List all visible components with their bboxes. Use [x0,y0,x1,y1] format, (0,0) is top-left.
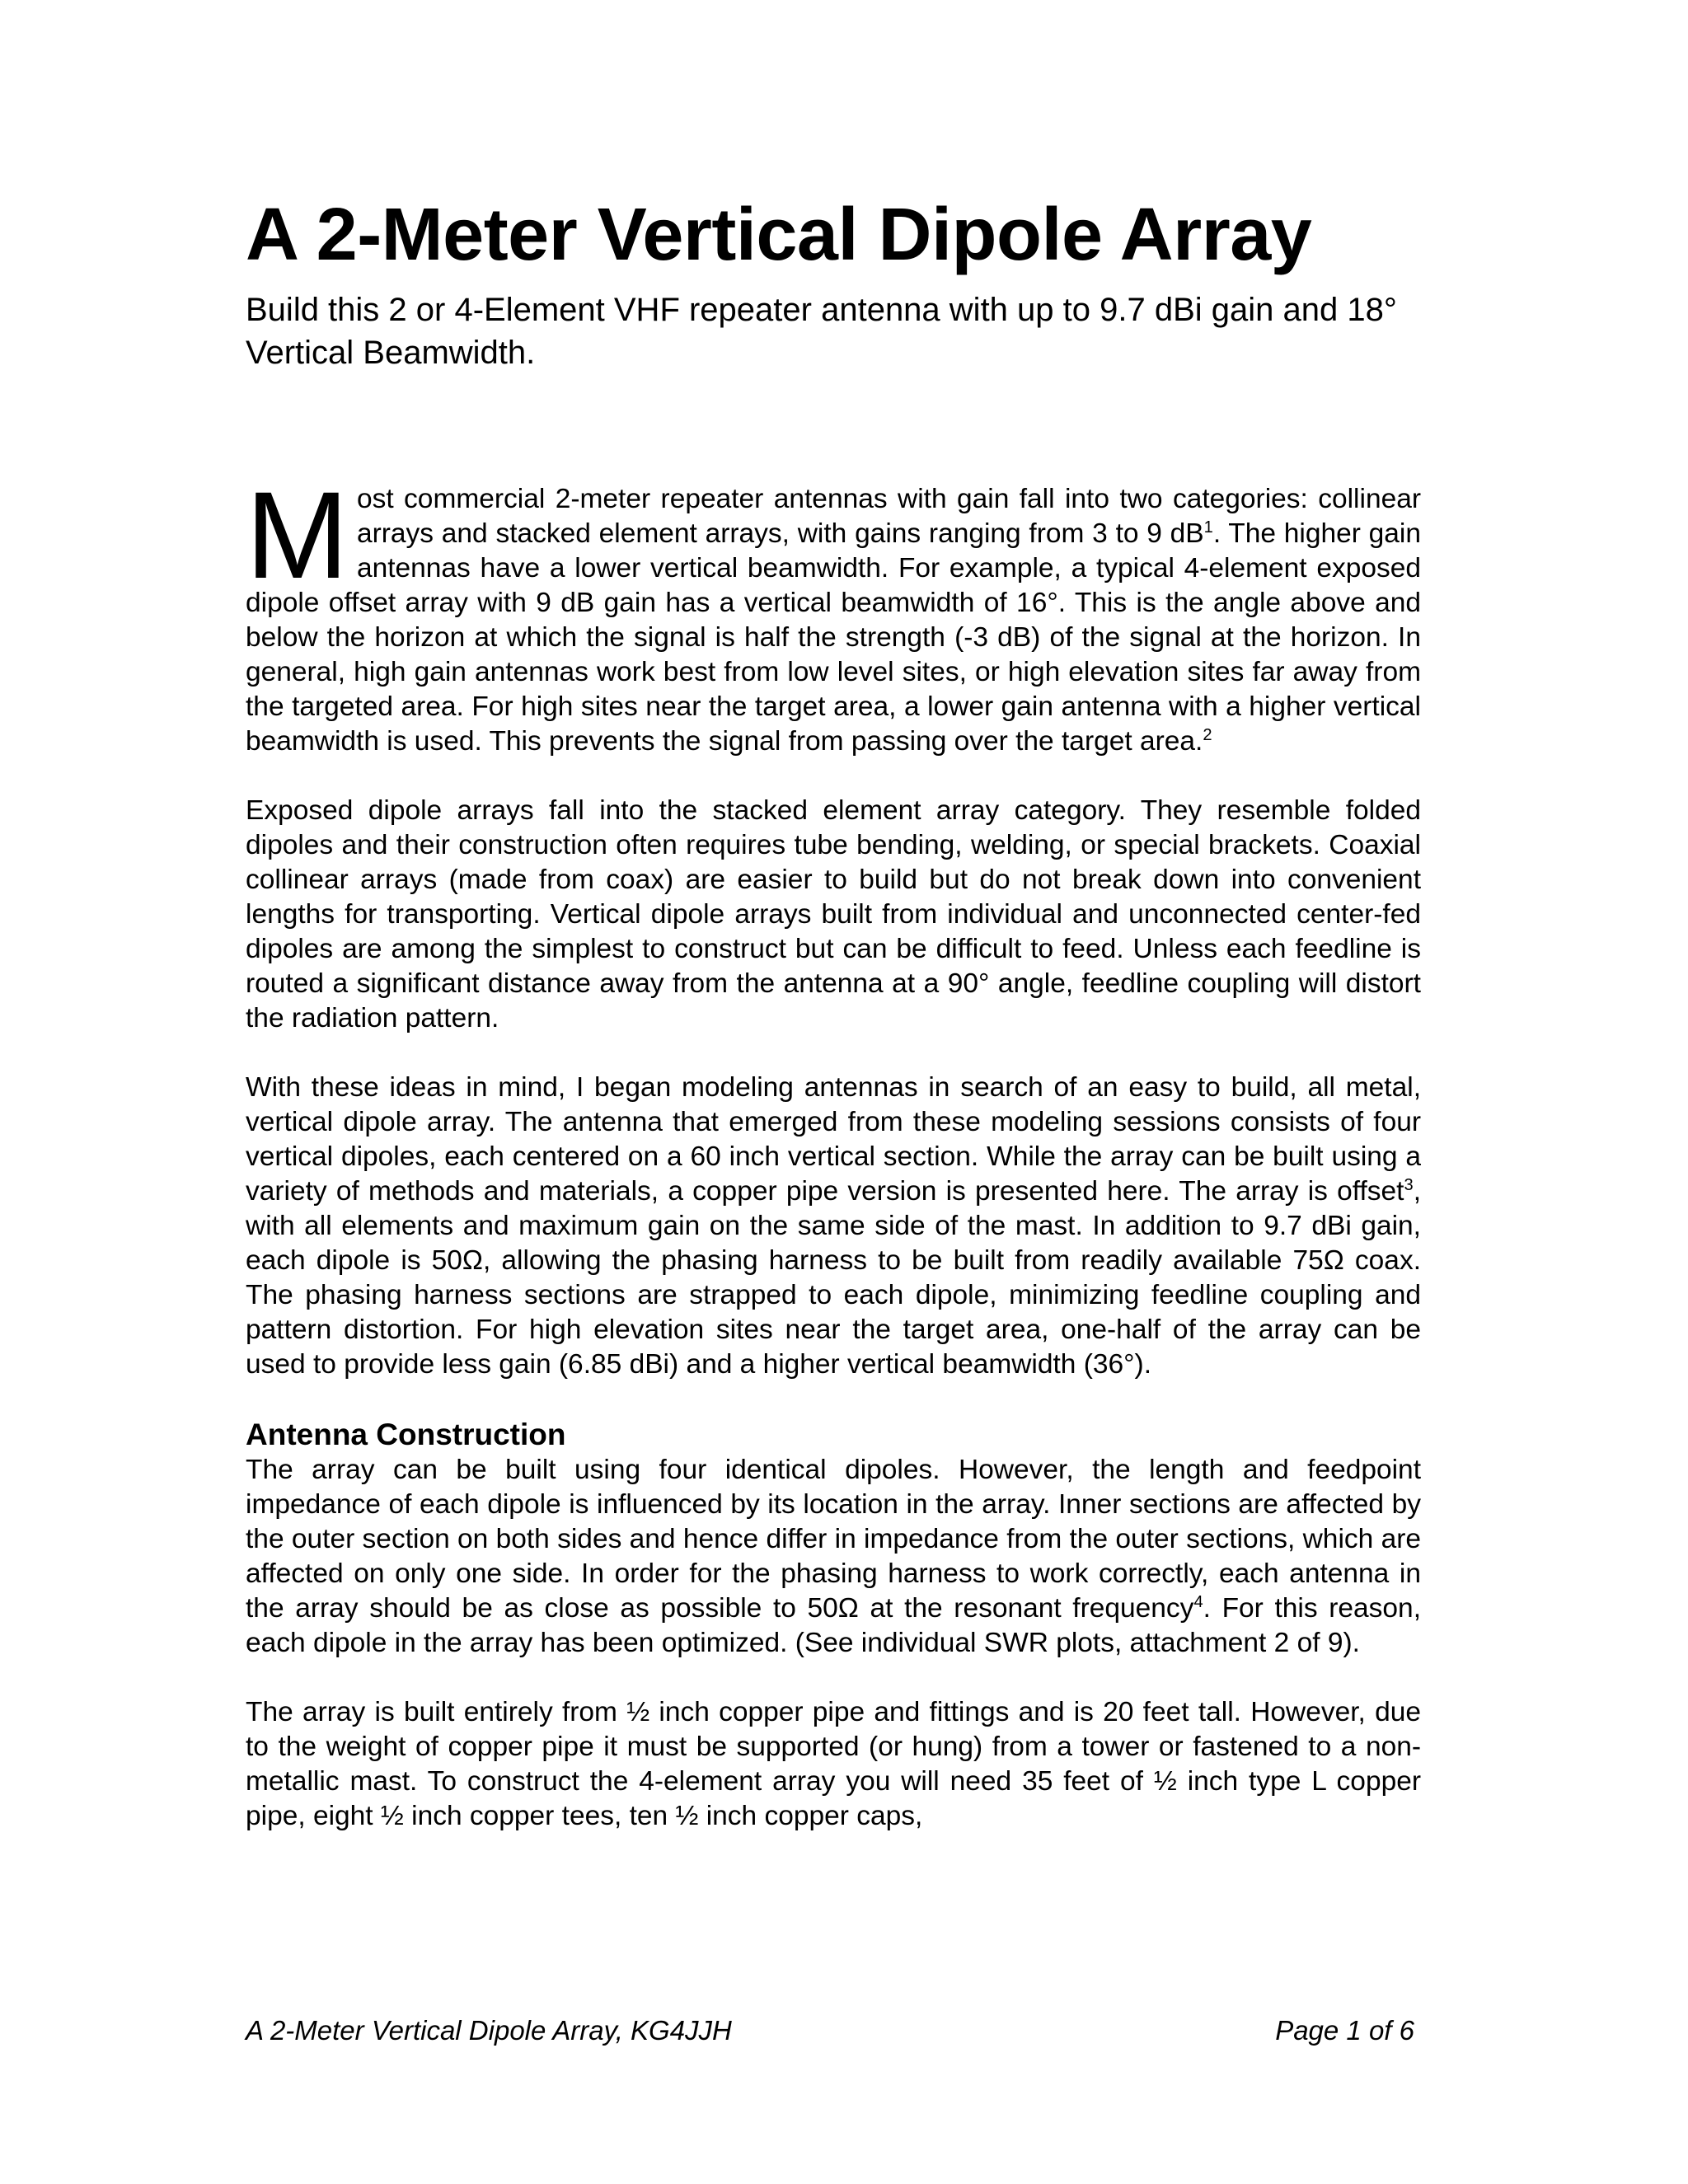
footnote-ref-1: 1 [1203,518,1213,537]
document-page [246,0,1421,2184]
drop-cap: M [246,466,349,604]
footnote-ref-4: 4 [1193,1592,1203,1611]
paragraph-modeling [246,1071,1421,1382]
footer-page-number: Page 1 of 6 [1275,2015,1414,2046]
footnote-ref-3: 3 [1404,1175,1414,1194]
section-heading: Antenna Construction [246,1418,566,1451]
paragraph-modeling-text-a: With these ideas in mind, I began modeling antennas in search of an easy to build, all metal, vertical dipole array. The antenna that emerged from these modeling sessions consists of four vertical dipoles, each centered on a 60 inch vertical section. While the array can be built using a variety of methods and materials, a copper pipe version is presented here. The array is offset [246,1072,1421,1207]
paragraph-exposed-dipole: Exposed dipole arrays fall into the stacked element array category. They resemble folded dipoles and their construction often requires tube bending, welding, or special brackets. Coaxial collinear arrays (made from coax) are easier to build but do not break down into convenient lengths for transporting. Vertical dipole arrays built from individual and unconnected center-fed dipoles are among the simplest to construct but can be difficult to feed. Unless each feedline is routed a significant distance away from the antenna at a 90° angle, feedline coupling will distort the radiation pattern. [246,795,1421,1033]
document-title: A 2-Meter Vertical Dipole Array [246,194,1312,276]
footnote-ref-2: 2 [1203,725,1212,744]
intro-text-a: ost commercial 2-meter repeater antennas with gain fall into two categories: collinear arrays and stacked element arrays, with gains ranging from 3 to 9 dB [356,484,1421,549]
document-body [246,466,1421,1868]
intro-paragraph [246,466,1421,759]
paragraph-materials: The array is built entirely from ½ inch copper pipe and fittings and is 20 feet tall. However, due to the weight of copper pipe it must be supported (or hung) from a tower or fastened to a non-metallic mast. To construct the 4-element array you will need 35 feet of ½ inch type L copper pipe, eight ½ inch copper tees, ten ½ inch copper caps, [246,1697,1421,1831]
intro-text-b: . The higher gain antennas have a lower vertical beamwidth. For example, a typical 4-element exposed dipole offset array with 9 dB gain has a vertical beamwidth of 16°. This is the angle above and below the horizon at which the signal is half the strength (-3 dB) of the signal at the horizon. In general, high gain antennas work best from low level sites, or high elevation sites far away from the targeted area. For high sites near the target area, a lower gain antenna with a higher vertical beamwidth is used. This prevents the signal from passing over the target area. [246,518,1421,757]
paragraph-construction-text-a: The array can be built using four identical dipoles. However, the length and feedpoint impedance of each dipole is influenced by its location in the array. Inner sections are affected by the outer section on both sides and hence differ in impedance from the outer sections, which are affected on only one side. In order for the phasing harness to work correctly, each antenna in the array should be as close as possible to 50Ω at the resonant frequency [246,1455,1421,1624]
paragraph-construction [246,1453,1421,1661]
footer-document-name: A 2-Meter Vertical Dipole Array, KG4JJH [246,2015,732,2046]
document-subtitle: Build this 2 or 4-Element VHF repeater antenna with up to 9.7 dBi gain and 18° Vertical Beamwidth. [246,292,1397,371]
paragraph-modeling-text-b: , with all elements and maximum gain on the same side of the mast. In addition to 9.7 dBi gain, each dipole is 50Ω, allowing the phasing harness to be built from readily available 75Ω coax. The phasing harness sections are strapped to each dipole, minimizing feedline coupling and pattern distortion. For high elevation sites near the target area, one-half of the array can be used to provide less gain (6.85 dBi) and a higher vertical beamwidth (36°). [246,1176,1421,1380]
paragraph-construction-text-b: . For this reason, each dipole in the array has been optimized. (See individual SWR plots, attachment 2 of 9). [246,1593,1421,1658]
